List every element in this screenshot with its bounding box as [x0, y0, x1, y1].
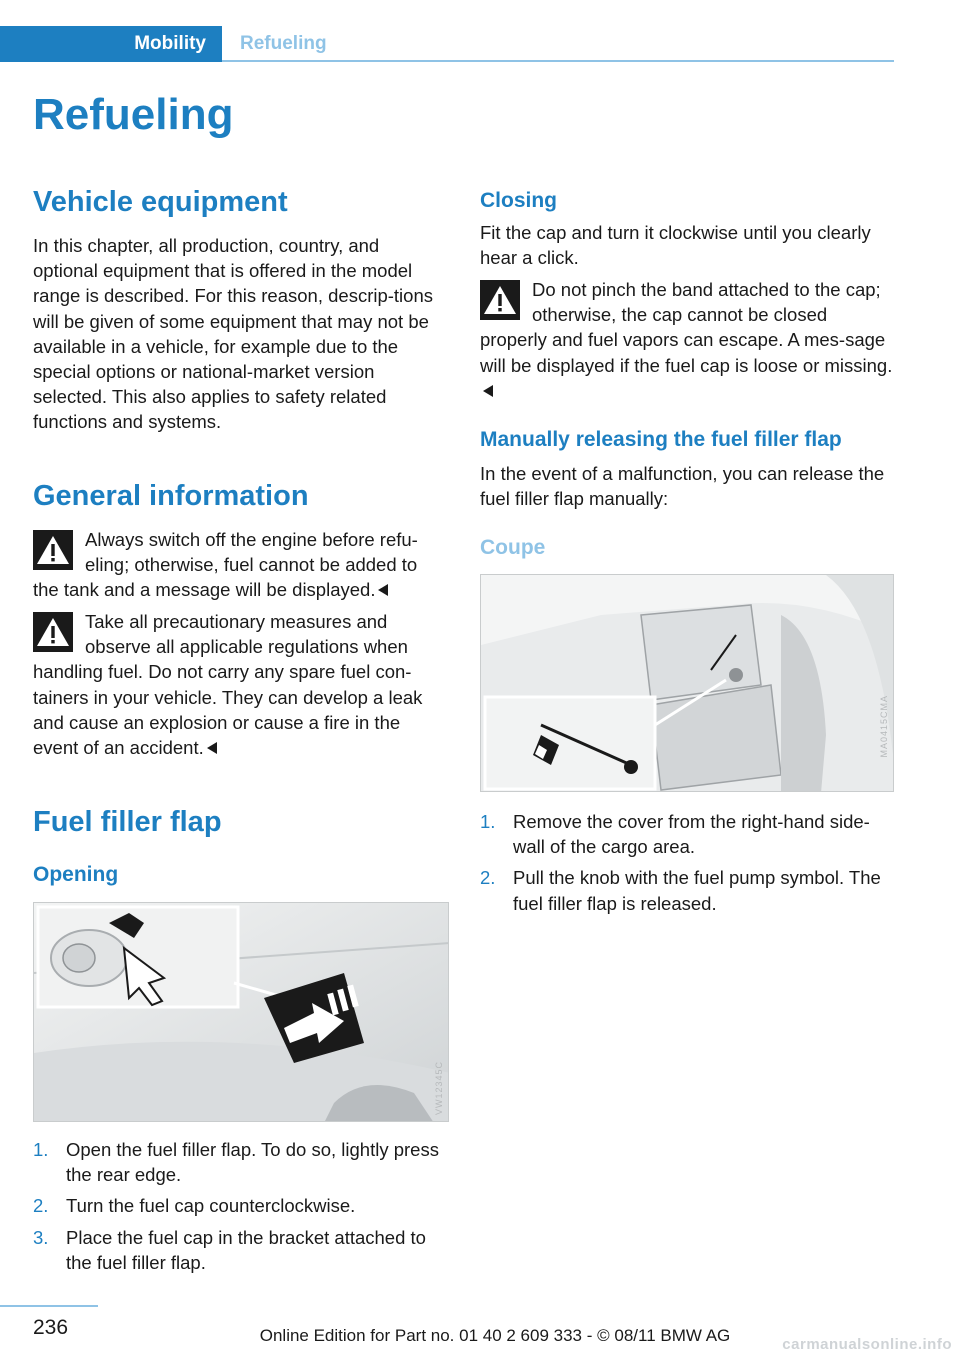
opening-figure — [33, 902, 449, 1122]
page-title: Refueling — [33, 90, 234, 139]
general-information-heading: General information — [33, 480, 309, 512]
warning-band-text: Do not pinch the band attached to the cap; otherwise, the cap cannot be closed properly and fuel vapors can escape. A mes-sage will be displayed if the fuel cap is loose or missing. — [480, 279, 893, 376]
warning-band — [480, 277, 895, 403]
end-mark-icon — [207, 742, 217, 754]
list-item — [33, 1137, 448, 1187]
header-rule — [222, 60, 894, 62]
step-number: 1. — [480, 811, 496, 832]
warning-triangle-icon — [33, 530, 73, 570]
step-number: 1. — [33, 1139, 49, 1160]
warning-triangle-icon — [480, 280, 520, 320]
figure-code: VW12345C — [434, 1060, 444, 1115]
watermark: carmanualsonline.info — [782, 1336, 952, 1353]
coupe-heading: Coupe — [480, 536, 546, 559]
fuel-flap-illustration — [34, 903, 449, 1122]
step-number: 2. — [33, 1195, 49, 1217]
warning-precaution-text: Take all precautionary measures and observe all applicable regulations when handling fuel. Do not carry any spare fuel con-tainers in your vehicle. They can develop a leak and cause an explosion or cause a fire in the event of an accident. — [33, 611, 423, 759]
warning-engine-off-text: Always switch off the engine before refu-eling; otherwise, fuel cannot be added to the tank and a message will be displayed. — [33, 529, 418, 601]
fuel-filler-flap-heading: Fuel filler flap — [33, 806, 222, 838]
page-number: 236 — [33, 1316, 69, 1339]
step-text: Turn the fuel cap counterclockwise. — [66, 1195, 356, 1217]
opening-heading: Opening — [33, 863, 119, 886]
warning-engine-off — [33, 527, 448, 603]
manual-release-heading: Manually releasing the fuel filler flap — [480, 428, 842, 451]
list-item — [33, 1193, 448, 1218]
vehicle-equipment-text: In this chapter, all production, country, and optional equipment that is offered in the model range is described. For this reason, descrip-tions will be given of some equipment that may not be available in a vehicle, for example due to the special options or national-market version selected. This also applies to safety related functions and systems. — [33, 235, 433, 433]
vehicle-equipment-heading: Vehicle equipment — [33, 186, 288, 218]
manual-release-text: In the event of a malfunction, you can release the fuel filler flap manually: — [480, 463, 885, 510]
figure-code: MA0415CMA — [879, 695, 889, 758]
step-text: Remove the cover from the right-hand side-wall of the cargo area. — [513, 811, 870, 858]
end-mark-icon — [378, 584, 388, 596]
list-item — [480, 809, 895, 859]
cargo-area-illustration — [481, 575, 894, 792]
warning-precaution — [33, 609, 448, 760]
footer-rule — [0, 1305, 98, 1307]
manual-release-steps — [480, 809, 895, 922]
section-tab-refueling[interactable]: Refueling — [240, 33, 327, 54]
list-item — [33, 1225, 448, 1275]
opening-steps — [33, 1137, 448, 1281]
step-text: Place the fuel cap in the bracket attached to the fuel filler flap. — [66, 1226, 426, 1273]
closing-heading: Closing — [480, 189, 557, 212]
end-mark-icon — [483, 385, 493, 397]
section-tab-mobility[interactable]: Mobility — [0, 26, 222, 62]
step-number: 2. — [480, 867, 496, 889]
section-header — [0, 26, 327, 62]
step-number: 3. — [33, 1226, 49, 1248]
list-item — [480, 865, 895, 915]
edition-note: Online Edition for Part no. 01 40 2 609 333 - © 08/11 BMW AG — [259, 1326, 731, 1345]
closing-text: Fit the cap and turn it clockwise until you clearly hear a click. — [480, 222, 871, 269]
step-text: Pull the knob with the fuel pump symbol. The fuel filler flap is released. — [513, 867, 881, 914]
step-text: Open the fuel filler flap. To do so, lightly press the rear edge. — [66, 1139, 439, 1186]
warning-triangle-icon — [33, 612, 73, 652]
coupe-figure — [480, 574, 894, 792]
